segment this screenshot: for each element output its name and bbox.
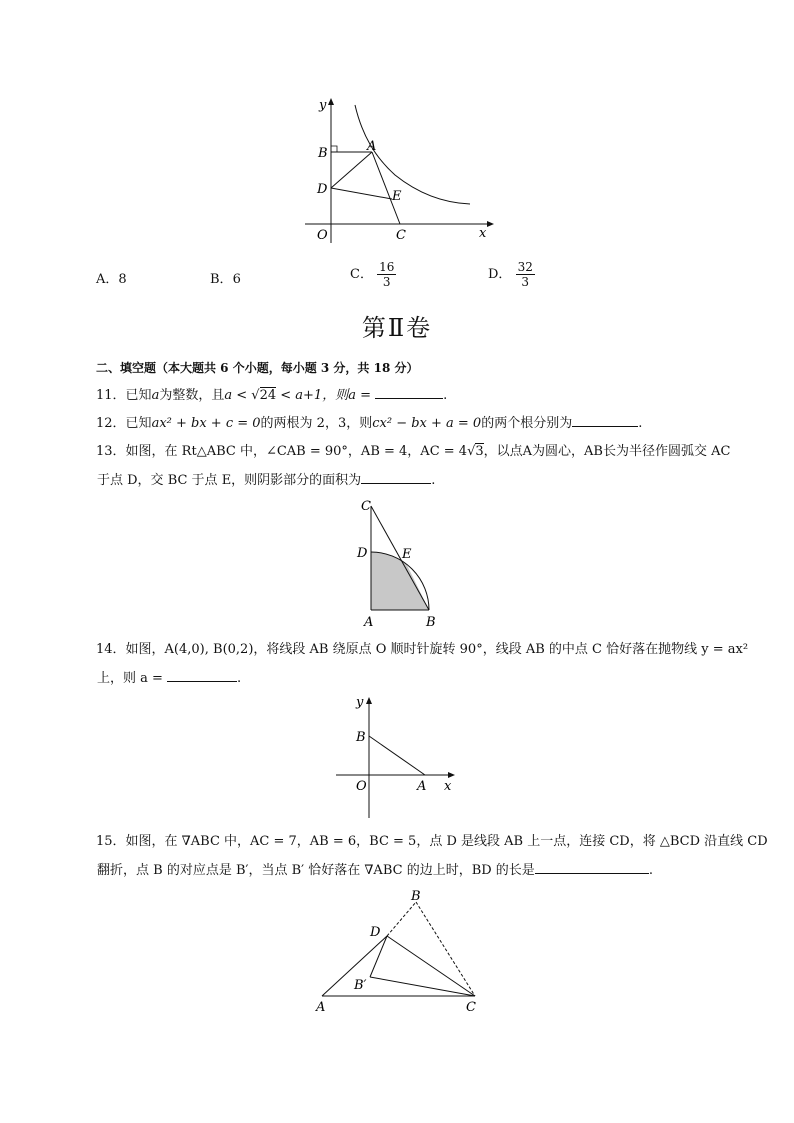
q13-line1b: ，以点A为圆心，AB长为半径作圆弧交 AC	[483, 444, 731, 459]
x-axis-arrow	[487, 221, 494, 227]
q11-number: 11．	[96, 388, 126, 403]
choice-d-numerator: 32	[517, 260, 533, 274]
q12-answer-blank[interactable]	[572, 414, 638, 427]
q11-answer-blank[interactable]	[375, 386, 443, 399]
label-O: O	[356, 779, 367, 794]
figure-hyperbola	[300, 95, 500, 245]
question-11	[96, 386, 447, 406]
question-14-line1	[96, 640, 748, 660]
label-B: B	[318, 146, 328, 161]
q12-text1: 已知	[125, 416, 152, 431]
choice-d-denominator: 3	[521, 275, 530, 289]
y-axis-arrow	[366, 697, 372, 704]
segment-AB	[369, 736, 425, 775]
label-A: A	[417, 779, 427, 794]
q14-line1: 如图，A(4,0), B(0,2)，将线段 AB 绕原点 O 顺时针旋转 90°，线段 AB 的中点 C 恰好落在抛物线 y = ax²	[125, 642, 749, 657]
choice-a	[96, 268, 127, 287]
segment-DA	[331, 152, 372, 188]
q12-text3: 的两个根分别为	[481, 416, 573, 431]
q11-equals: =	[355, 388, 376, 403]
segment-AC	[372, 152, 400, 224]
question-12	[96, 414, 642, 434]
q12-text2: 的两根为 2，3，则	[260, 416, 373, 431]
label-A: A	[316, 1000, 326, 1014]
choice-d-fraction	[516, 260, 535, 289]
figure-q15	[310, 884, 490, 1014]
choice-d	[488, 260, 535, 289]
question-15-line1	[96, 832, 768, 852]
part-title: 第Ⅱ卷	[361, 314, 433, 342]
label-C: C	[396, 228, 406, 243]
q12-number: 12．	[96, 416, 126, 431]
dashed-DB	[387, 902, 416, 936]
segment-DE	[331, 188, 392, 199]
q11-end: .	[443, 388, 448, 403]
segment-B-prime-C	[370, 977, 475, 996]
label-E: E	[392, 189, 402, 204]
x-axis-arrow	[448, 772, 455, 778]
q12-equation2: cx² − bx + a = 0	[372, 416, 482, 431]
q13-number: 13．	[96, 444, 126, 459]
label-E: E	[402, 547, 412, 562]
q11-radicand: 24	[259, 388, 277, 403]
q15-line2: 翻折，点 B 的对应点是 B′，当点 B′ 恰好落在 ∇ABC 的边上时，BD 的长是	[97, 863, 535, 878]
q13-end: .	[431, 473, 436, 488]
question-13-line2	[97, 471, 435, 491]
figure-q13	[352, 496, 442, 630]
label-x: x	[444, 779, 452, 794]
q11-text2: 为整数，且	[159, 388, 225, 403]
label-B-prime: B′	[354, 978, 367, 993]
choice-c-fraction	[377, 260, 396, 289]
choice-c	[350, 260, 396, 289]
label-D: D	[317, 182, 328, 197]
q15-answer-blank[interactable]	[535, 861, 649, 874]
q15-number: 15．	[96, 834, 126, 849]
label-A: A	[367, 139, 377, 154]
q13-radicand: 3	[475, 444, 484, 459]
q14-end: .	[237, 671, 242, 686]
q13-line1a: 如图，在 Rt△ABC 中，∠CAB = 90°，AB = 4，AC = 4	[125, 444, 468, 459]
label-C: C	[466, 1000, 476, 1014]
figure-q14	[334, 690, 460, 820]
choice-c-letter: C．	[350, 267, 373, 282]
choice-d-letter: D．	[488, 267, 512, 282]
q13-answer-blank[interactable]	[361, 471, 431, 484]
label-x: x	[479, 226, 487, 241]
segment-DC	[387, 936, 475, 996]
label-y: y	[319, 98, 327, 113]
q14-line2: 上，则 a =	[97, 671, 168, 686]
q14-number: 14．	[96, 642, 126, 657]
choice-a-value: 8	[118, 272, 127, 287]
hyperbola-curve	[355, 105, 470, 204]
label-D: D	[357, 546, 368, 561]
choice-c-numerator: 16	[379, 260, 395, 274]
y-axis-arrow	[328, 98, 334, 105]
choice-b-value: 6	[232, 272, 241, 287]
label-B: B	[356, 730, 366, 745]
dashed-BC	[416, 902, 475, 996]
label-A: A	[364, 615, 374, 630]
q11-ineq-left: a <	[224, 388, 248, 403]
question-15-line2	[97, 861, 653, 881]
q11-text1: 已知	[125, 388, 152, 403]
q12-end: .	[638, 416, 643, 431]
label-y: y	[356, 695, 364, 710]
q13-sqrt: √3	[467, 444, 484, 459]
question-13-line1	[96, 442, 730, 462]
label-C: C	[361, 499, 371, 514]
q15-line1: 如图，在 ∇ABC 中，AC = 7，AB = 6，BC = 5，点 D 是线段 AB 上一点，连接 CD，将 △BCD 沿直线 CD	[125, 834, 768, 849]
section-header: 二、填空题（本大题共 6 个小题，每小题 3 分，共 18 分）	[96, 361, 419, 375]
choice-b-letter: B．	[210, 272, 233, 287]
q13-line2: 于点 D，交 BC 于点 E，则阴影部分的面积为	[97, 473, 362, 488]
q11-ineq-right: < a+1，则	[280, 388, 349, 403]
choice-c-denominator: 3	[382, 275, 391, 289]
q15-end: .	[648, 863, 653, 878]
label-B-top: B	[411, 889, 421, 904]
question-14-line2	[97, 669, 241, 689]
q12-equation1: ax² + bx + c = 0	[151, 416, 261, 431]
choice-b	[210, 268, 241, 287]
q11-sqrt: √24	[251, 388, 277, 403]
label-B: B	[426, 615, 436, 630]
q11-var-a: a	[151, 388, 160, 403]
segment-DB-prime	[370, 936, 387, 977]
label-D: D	[370, 925, 381, 940]
choice-a-letter: A．	[96, 272, 119, 287]
shaded-region	[371, 552, 429, 610]
q14-answer-blank[interactable]	[167, 669, 237, 682]
label-O: O	[317, 228, 328, 243]
right-angle-mark	[331, 146, 337, 152]
q11-var-a2: a	[348, 388, 356, 403]
